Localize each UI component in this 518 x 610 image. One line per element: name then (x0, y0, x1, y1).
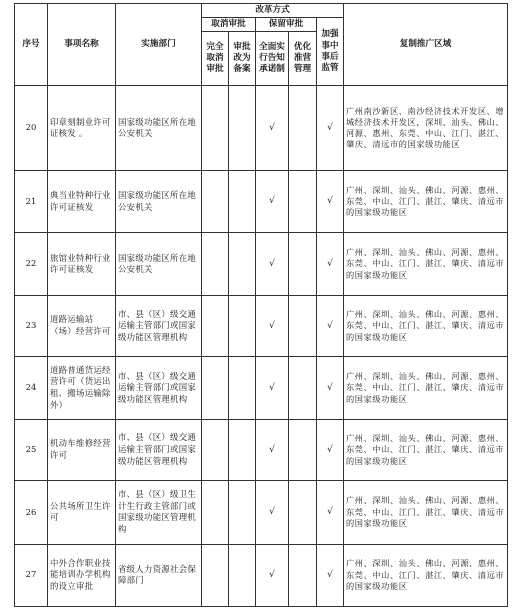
cell-name: 印章刻制业许可证核发 。 (48, 86, 116, 171)
cell-to-record (229, 233, 256, 295)
cell-supervise: √ (317, 170, 344, 232)
cell-dept: 市、县（区）级交通运输主管部门或国家级功能区管理机构 (116, 357, 202, 419)
cell-dept: 国家级功能区所在地公安机关 (116, 170, 202, 232)
cell-optimize (289, 357, 317, 419)
table-row (15, 86, 508, 171)
cell-dept: 国家级功能区所在地公安机关 (116, 86, 202, 171)
header-dept: 实施部门 (116, 4, 202, 86)
cell-cancel-full (202, 295, 229, 356)
header-name: 事项名称 (48, 4, 116, 86)
cell-optimize (289, 233, 317, 295)
table-row (15, 419, 508, 480)
header-cancel: 取消审批 (202, 18, 256, 32)
cell-region: 广州、深圳、汕头、佛山、河源、惠州、东莞、中山、江门、湛江、肇庆、清远市的国家级功能区 (344, 481, 508, 544)
cell-seq: 27 (15, 544, 48, 606)
cell-optimize (289, 86, 317, 171)
cell-commit: √ (256, 233, 289, 295)
cell-commit: √ (256, 419, 289, 480)
cell-to-record (229, 481, 256, 544)
header-optimize: 优化准营管理 (289, 32, 317, 86)
cell-commit: √ (256, 86, 289, 171)
header-to-record: 审批改为备案 (229, 32, 256, 86)
cell-region: 广州、深圳、汕头、佛山、河源、惠州、东莞、中山、江门、湛江、肇庆、清远市的国家级功能区 (344, 170, 508, 232)
cell-name: 道路运输站（场）经营许可 (48, 295, 116, 356)
header-supervise: 加强事中事后监管 (317, 18, 344, 86)
cell-cancel-full (202, 170, 229, 232)
cell-cancel-full (202, 357, 229, 419)
cell-seq: 25 (15, 419, 48, 480)
cell-name: 公共场所卫生许可 (48, 481, 116, 544)
cell-to-record (229, 86, 256, 171)
cell-supervise: √ (317, 419, 344, 480)
cell-dept: 市、县（区）级交通运输主管部门或国家级功能区管理机构 (116, 295, 202, 356)
table-row (15, 170, 508, 232)
header-commit: 全面实行告知承诺制 (256, 32, 289, 86)
header-region: 复制推广区域 (344, 4, 508, 86)
reform-table (14, 3, 508, 607)
header-seq: 序号 (15, 4, 48, 86)
table-row (15, 357, 508, 419)
cell-dept: 省级人力资源社会保障部门 (116, 544, 202, 606)
cell-region: 广州、深圳、汕头、佛山、河源、惠州、东莞、中山、江门、湛江、肇庆、清远市的国家级功能区 (344, 544, 508, 606)
cell-optimize (289, 481, 317, 544)
cell-commit: √ (256, 170, 289, 232)
cell-seq: 24 (15, 357, 48, 419)
cell-cancel-full (202, 86, 229, 171)
cell-seq: 23 (15, 295, 48, 356)
cell-name: 道路普通货运经营许可（货运出租、搬场运输除外） (48, 357, 116, 419)
cell-to-record (229, 295, 256, 356)
cell-optimize (289, 419, 317, 480)
cell-to-record (229, 419, 256, 480)
header-keep: 保留审批 (256, 18, 317, 32)
table-row (15, 233, 508, 295)
cell-cancel-full (202, 419, 229, 480)
cell-region: 广州、深圳、汕头、佛山、河源、惠州、东莞、中山、江门、湛江、肇庆、清远市的国家级功能区 (344, 233, 508, 295)
cell-dept: 国家级功能区所在地公安机关 (116, 233, 202, 295)
cell-name: 机动车维修经营许可 (48, 419, 116, 480)
cell-region: 广州、深圳、汕头、佛山、河源、惠州、东莞、中山、江门、湛江、肇庆、清远市的国家级功能区 (344, 357, 508, 419)
cell-name: 典当业特种行业许可证核发 (48, 170, 116, 232)
cell-region: 广州、深圳、汕头、佛山、河源、惠州、东莞、中山、江门、湛江、肇庆、清远市的国家级功能区 (344, 419, 508, 480)
cell-commit: √ (256, 357, 289, 419)
cell-seq: 26 (15, 481, 48, 544)
cell-seq: 21 (15, 170, 48, 232)
cell-supervise: √ (317, 357, 344, 419)
cell-supervise: √ (317, 233, 344, 295)
cell-supervise: √ (317, 544, 344, 606)
cell-supervise: √ (317, 295, 344, 356)
cell-optimize (289, 544, 317, 606)
cell-to-record (229, 357, 256, 419)
cell-dept: 市、县（区）级交通运输主管部门或国家级功能区管理机构 (116, 419, 202, 480)
cell-name: 旅馆业特种行业许可证核发 (48, 233, 116, 295)
cell-cancel-full (202, 233, 229, 295)
table-row (15, 544, 508, 606)
cell-commit: √ (256, 481, 289, 544)
cell-seq: 22 (15, 233, 48, 295)
header-cancel-full: 完全取消审批 (202, 32, 229, 86)
table-row (15, 295, 508, 356)
cell-dept: 市、县（区）级卫生计生行政主管部门或国家级功能区管理机构 (116, 481, 202, 544)
cell-commit: √ (256, 295, 289, 356)
table-row (15, 481, 508, 544)
cell-to-record (229, 544, 256, 606)
cell-supervise: √ (317, 86, 344, 171)
cell-commit: √ (256, 544, 289, 606)
cell-region: 广州南沙新区、南沙经济技术开发区、增城经济技术开发区，深圳、汕头、佛山、河源、惠州、东莞、中山、江门、湛江、肇庆、清远市的国家级功能区 (344, 86, 508, 171)
cell-optimize (289, 295, 317, 356)
cell-to-record (229, 170, 256, 232)
cell-supervise: √ (317, 481, 344, 544)
cell-optimize (289, 170, 317, 232)
cell-cancel-full (202, 544, 229, 606)
cell-cancel-full (202, 481, 229, 544)
cell-region: 广州、深圳、汕头、佛山、河源、惠州、东莞、中山、江门、湛江、肇庆、清远市的国家级功能区 (344, 295, 508, 356)
cell-name: 中外合作职业技能培训办学机构的设立审批 (48, 544, 116, 606)
header-reform: 改革方式 (202, 4, 344, 18)
cell-seq: 20 (15, 86, 48, 171)
